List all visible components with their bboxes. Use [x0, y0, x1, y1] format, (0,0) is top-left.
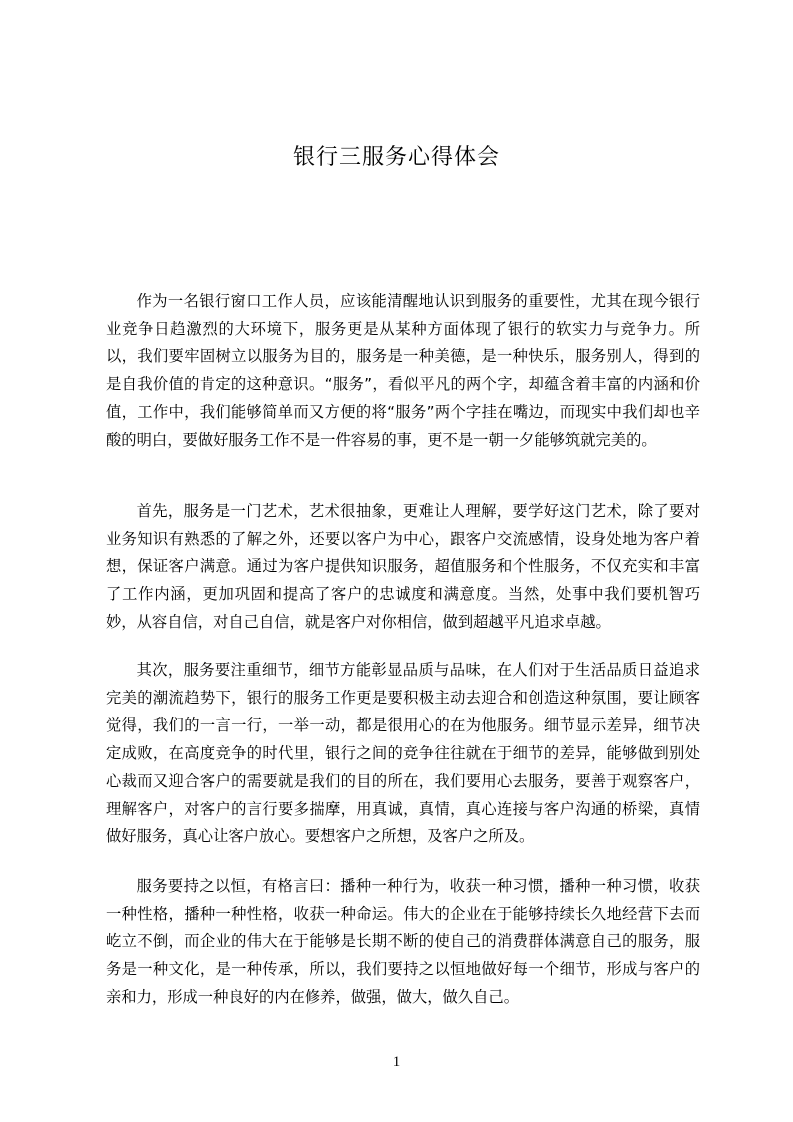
document-title: 银行三服务心得体会 [292, 145, 500, 170]
paragraph-2: 首先，服务是一门艺术，艺术很抽象，更难让人理解，要学好这门艺术，除了要对业务知识有熟悉的了解之外，还要以客户为中心，跟客户交流感情，设身处地为客户着想，保证客户满意。通过为客户提供知识服务，超值服务和个性服务，不仅充实和丰富了工作内涵，更加巩固和提高了客户的忠诚度和满意度。当然，处事中我们要机智巧妙，从容自信，对自己自信，就是客户对你相信，做到超越平凡追求卓越。 [106, 502, 700, 631]
page-number: 1 [392, 1054, 401, 1070]
paragraph-3: 其次，服务要注重细节，细节方能彰显品质与品味，在人们对于生活品质日益追求完美的潮流趋势下，银行的服务工作更是要积极主动去迎合和创造这种氛围，要让顾客觉得，我们的一言一行，一举一动，都是很用心的在为他服务。细节显示差异，细节决定成败，在高度竞争的时代里，银行之间的竞争往往就在于细节的差异，能够做到别处心裁而又迎合客户的需要就是我们的目的所在，我们要用心去服务，要善于观察客户，理解客户，对客户的言行要多揣摩，用真诚，真情，真心连接与客户沟通的桥梁，真情做好服务，真心让客户放心。要想客户之所想，及客户之所及。 [106, 661, 700, 846]
paragraph-1: 作为一名银行窗口工作人员，应该能清醒地认识到服务的重要性，尤其在现今银行业竞争日趋激烈的大环境下，服务更是从某种方面体现了银行的软实力与竞争力。所以，我们要牢固树立以服务为目的，服务是一种美德，是一种快乐，服务别人，得到的是自我价值的肯定的这种意识。“服务”，看似平凡的两个字，却蕴含着丰富的内涵和价值，工作中，我们能够简单而又方便的将“服务”两个字挂在嘴边，而现实中我们却也辛酸的明白，要做好服务工作不是一件容易的事，更不是一朝一夕能够筑就完美的。 [106, 292, 700, 449]
paragraph-4: 服务要持之以恒，有格言曰：播种一种行为，收获一种习惯，播种一种习惯，收获一种性格，播种一种性格，收获一种命运。伟大的企业在于能够持续长久地经营下去而屹立不倒，而企业的伟大在于能够是长期不断的使自己的消费群体满意自己的服务，服务是一种文化，是一种传承，所以，我们要持之以恒地做好每一个细节，形成与客户的亲和力，形成一种良好的内在修养，做强，做大，做久自己。 [106, 877, 700, 1006]
